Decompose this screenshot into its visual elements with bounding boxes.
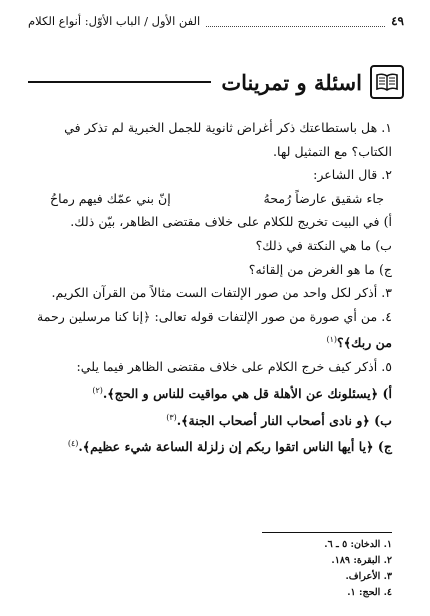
section-heading (28, 64, 404, 100)
section-title: اسئلة و تمرينات (221, 69, 362, 95)
footnote-ref-2: (٢) (92, 385, 103, 395)
question-2a: أ) في البيت تخريج للكلام على خلاف مقتضى الظاهر، بيّن ذلك. (70, 214, 392, 230)
question-5a (34, 379, 392, 406)
question-5a-text: أ) ﴿يسئلونك عن الأهلة قل هي مواقيت للناس و الحج﴾. (102, 385, 392, 401)
page-number: ٤٩ (391, 14, 404, 28)
poem-verse (34, 187, 392, 211)
question-5b-text: ب) ﴿و نادى أصحاب النار أصحاب الجنة﴾. (176, 412, 392, 428)
footnote-2: ٢. البقرة: ١٨٩. (331, 555, 392, 566)
footnote-ref-1: (١) (326, 335, 338, 345)
footnote-ref-3: (٣) (166, 412, 177, 422)
question-2c: ج) ما هو الغرض من إلقائه؟ (248, 261, 392, 277)
footnote-1: ١. الدخان: ٥ ـ ٦. (324, 539, 392, 550)
question-4-line-1: ٤. من أي صورة من صور الإلتفات قوله تعالى: ﴿إنا كنا مرسلين رحمة (36, 308, 392, 324)
question-5: ٥. أذكر كيف خرج الكلام على خلاف مقتضى الظاهر فيما يلي: (76, 359, 392, 375)
footnotes (40, 532, 392, 601)
question-2b: ب) ما هي النكتة في ذلك؟ (255, 237, 392, 253)
running-title: الفن الأول / الباب الأوّل: أنواع الكلام (28, 14, 201, 28)
question-4-verse-end: من ربك﴾؟ (337, 335, 392, 351)
question-2: ٢. قال الشاعر: (313, 167, 392, 183)
heading-rule (28, 81, 211, 83)
question-5b (34, 406, 392, 433)
header-dotted-rule (206, 16, 385, 27)
open-book-icon (370, 65, 404, 99)
running-header (28, 10, 404, 32)
footnote-3: ٣. الأعراف. (345, 571, 392, 582)
footnote-rule (262, 532, 392, 533)
question-1-line-2: الكتاب؟ مع التمثيل لها. (273, 143, 392, 159)
question-3: ٣. أذكر لكل واحد من صور الإلتفات الست مثالاً من القرآن الكريم. (51, 285, 392, 301)
question-5c-text: ج) ﴿يا أيها الناس اتقوا ربكم إن زلزلة الساعة شيء عظيم﴾. (78, 439, 392, 455)
question-1-line-1: ١. هل باستطاعتك ذكر أغراض ثانوية للجمل الخبرية لم تذكر في (64, 120, 392, 135)
questions-body (34, 116, 392, 459)
question-4-line-2 (34, 328, 392, 355)
question-5c (34, 432, 392, 459)
footnote-4: ٤. الحج: ١. (347, 587, 392, 598)
poem-hemistich-left: إنّ بني عمّك فيهم رماحُ (50, 190, 171, 206)
open-book-glyph (375, 70, 399, 94)
footnote-ref-4: (٤) (67, 439, 79, 449)
poem-hemistich-right: جاء شقيق عارضاً رُمحهُ (263, 190, 384, 206)
